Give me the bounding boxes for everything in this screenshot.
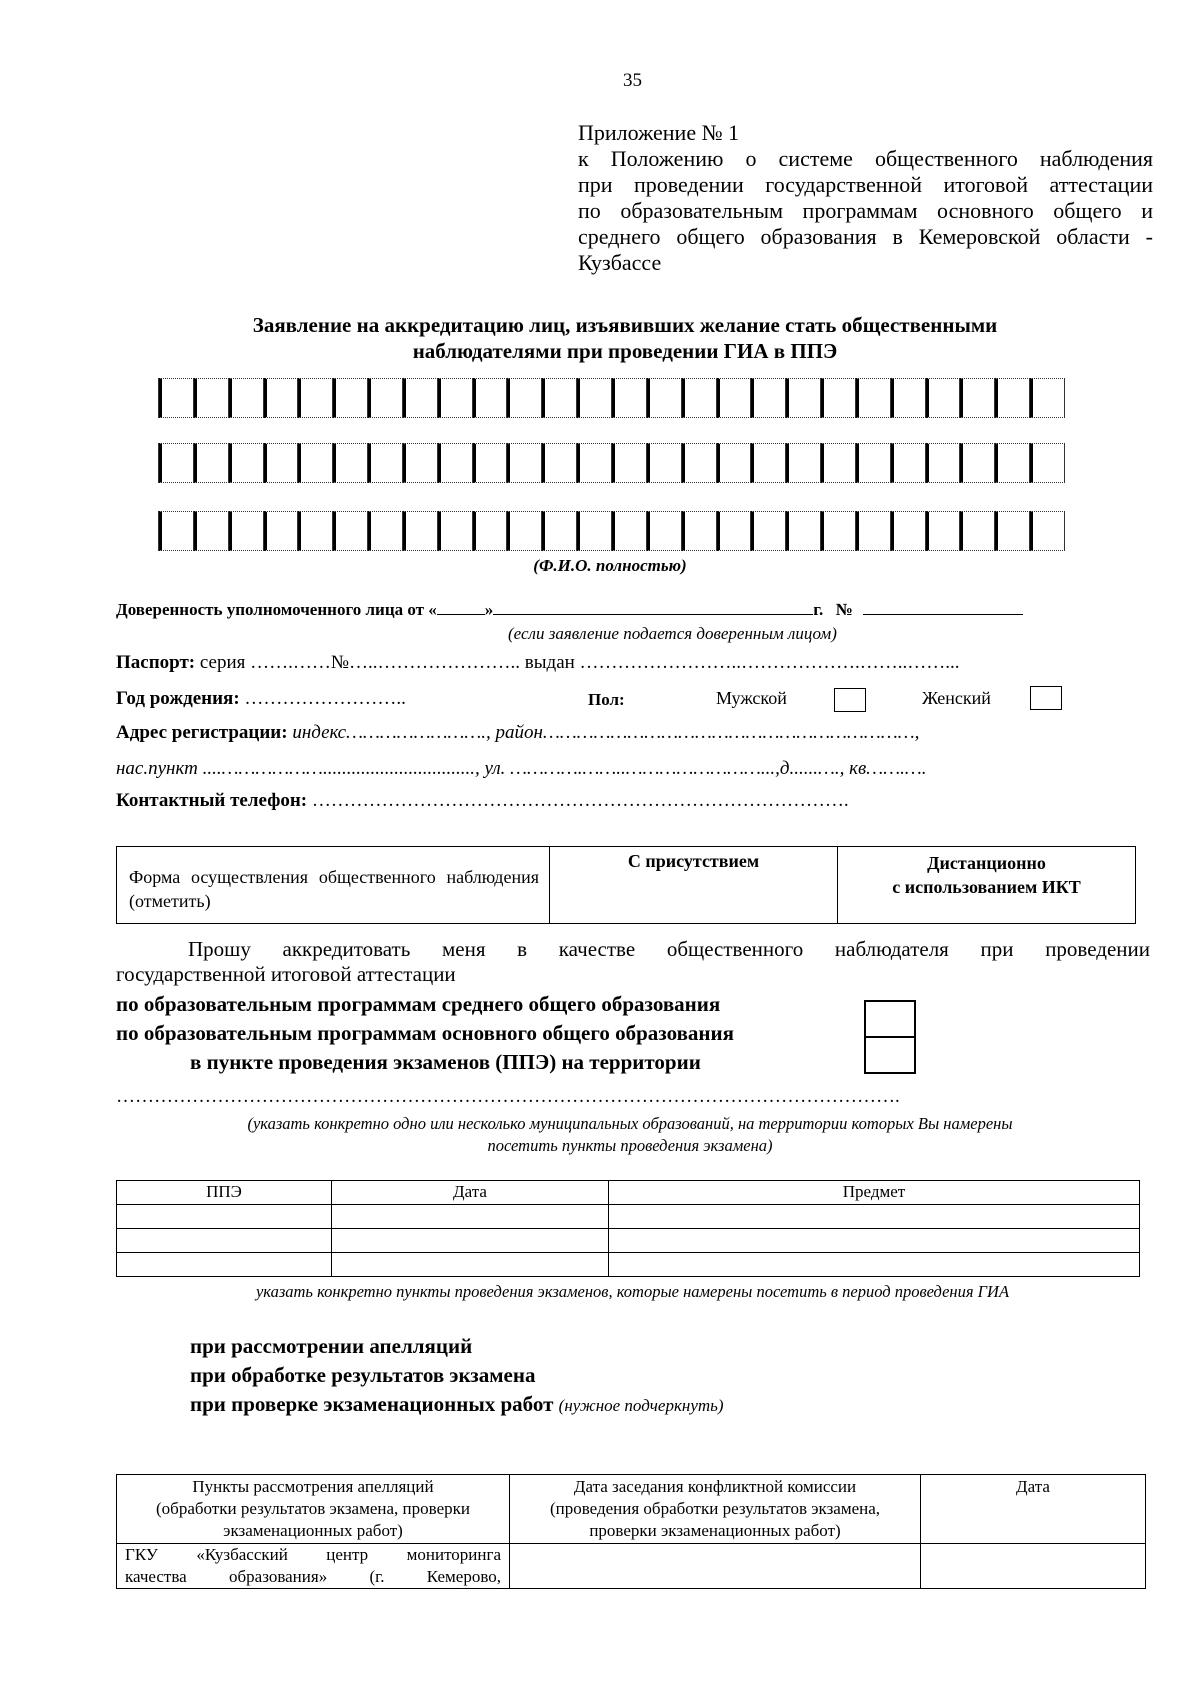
letter-cell[interactable] bbox=[717, 443, 752, 483]
annex-line: по образовательным программам основного общего и bbox=[578, 198, 1153, 223]
proxy-month-field[interactable] bbox=[493, 598, 813, 615]
proxy-number-field[interactable] bbox=[863, 598, 1023, 615]
letter-cell[interactable] bbox=[577, 378, 612, 418]
letter-cell[interactable] bbox=[473, 443, 508, 483]
request-line-2: государственной итоговой аттестации bbox=[116, 962, 456, 986]
date-cell[interactable] bbox=[332, 1253, 609, 1277]
letter-cell[interactable] bbox=[960, 443, 995, 483]
letter-cell[interactable] bbox=[960, 378, 995, 418]
letter-cell[interactable] bbox=[717, 511, 752, 551]
letter-cell[interactable] bbox=[751, 443, 786, 483]
form-option-presence-label: С присутствием bbox=[627, 851, 760, 871]
appeal-date-cell[interactable] bbox=[921, 1544, 1146, 1589]
appeal-date-session-cell[interactable] bbox=[510, 1544, 921, 1589]
letter-cell[interactable] bbox=[159, 511, 194, 551]
letter-cell[interactable] bbox=[995, 443, 1030, 483]
phone-field[interactable]: …………………………………………………………………………. bbox=[311, 790, 849, 811]
form-table-label: Форма осуществления общественного наблюдения (отметить) bbox=[117, 847, 550, 924]
letter-cell[interactable] bbox=[542, 378, 577, 418]
option-ppe: в пункте проведения экзаменов (ППЭ) на территории bbox=[190, 1050, 701, 1074]
appeal-point-line: ГКУ «Кузбасский центр мониторинга bbox=[125, 1545, 501, 1564]
header-line: (обработки результатов экзамена, проверки bbox=[156, 1499, 470, 1518]
letter-cell[interactable] bbox=[647, 511, 682, 551]
letter-cell[interactable] bbox=[682, 443, 717, 483]
female-checkbox[interactable] bbox=[1030, 686, 1062, 710]
address-line-2[interactable]: нас.пункт ....………………................................, ул. ………….……..……………………...,д......…., кв…….…. bbox=[116, 758, 927, 779]
annex-line: Кузбассе bbox=[578, 250, 662, 275]
letter-cell[interactable] bbox=[995, 378, 1030, 418]
letter-cell[interactable] bbox=[786, 443, 821, 483]
letter-cell[interactable] bbox=[1030, 443, 1065, 483]
letter-cell[interactable] bbox=[786, 511, 821, 551]
letter-cell[interactable] bbox=[264, 378, 299, 418]
passport-series-field[interactable]: …….…… bbox=[250, 652, 331, 673]
birth-line bbox=[116, 688, 406, 710]
date-header: Дата bbox=[332, 1181, 609, 1205]
letter-cell[interactable] bbox=[438, 511, 473, 551]
letter-cell[interactable] bbox=[194, 511, 229, 551]
appeal-header-date: Дата bbox=[921, 1475, 1146, 1544]
proxy-caption: (если заявление подается доверенным лицом) bbox=[508, 624, 837, 643]
title-line: наблюдателями при проведении ГИА в ППЭ bbox=[412, 339, 838, 363]
address-line bbox=[116, 722, 919, 744]
letter-cell[interactable] bbox=[507, 378, 542, 418]
letter-cell[interactable] bbox=[856, 443, 891, 483]
subject-header: Предмет bbox=[609, 1181, 1140, 1205]
letter-cell[interactable] bbox=[577, 511, 612, 551]
ppe-cell[interactable] bbox=[117, 1253, 332, 1277]
annex-line: Приложение № 1 bbox=[578, 120, 740, 145]
letter-cell[interactable] bbox=[473, 378, 508, 418]
form-option-presence[interactable] bbox=[550, 847, 838, 924]
sex-label: Пол: bbox=[588, 690, 625, 709]
letter-cell[interactable] bbox=[264, 511, 299, 551]
appeal-table bbox=[116, 1474, 1146, 1589]
table-row bbox=[117, 1205, 1140, 1229]
form-option-remote[interactable] bbox=[838, 847, 1136, 924]
header-line: (проведения обработки результатов экзамена, bbox=[549, 1499, 881, 1518]
option-checking-label[interactable]: при проверке экзаменационных работ bbox=[190, 1392, 554, 1416]
male-label: Мужской bbox=[716, 688, 787, 708]
female-label: Женский bbox=[922, 688, 991, 708]
letter-cell[interactable] bbox=[542, 443, 577, 483]
letter-cell[interactable] bbox=[194, 443, 229, 483]
appeal-header-points bbox=[117, 1475, 510, 1544]
letter-cell[interactable] bbox=[926, 378, 961, 418]
title-line: Заявление на аккредитацию лиц, изъявивших желание стать общественными bbox=[252, 313, 998, 337]
letter-cell[interactable] bbox=[438, 443, 473, 483]
birth-field[interactable]: …………………….. bbox=[244, 688, 406, 709]
letter-cell[interactable] bbox=[786, 378, 821, 418]
letter-cell[interactable] bbox=[403, 511, 438, 551]
fio-grid-row-2[interactable] bbox=[158, 443, 1065, 483]
passport-label: Паспорт: bbox=[116, 652, 196, 673]
passport-series: серия bbox=[199, 652, 246, 673]
letter-cell[interactable] bbox=[438, 378, 473, 418]
passport-number-field[interactable]: №…..………………….. выдан ……………………..……………….……..……... bbox=[330, 652, 960, 673]
letter-cell[interactable] bbox=[298, 511, 333, 551]
option-checking bbox=[190, 1392, 724, 1417]
letter-cell[interactable] bbox=[612, 443, 647, 483]
form-option-remote-label: Дистанционно bbox=[927, 853, 1046, 873]
page-number: 35 bbox=[623, 70, 642, 91]
annex-header bbox=[578, 120, 1153, 276]
letter-cell[interactable] bbox=[333, 511, 368, 551]
letter-cell[interactable] bbox=[159, 378, 194, 418]
option-secondary-checkbox[interactable] bbox=[864, 1000, 916, 1038]
proxy-year-label: г. bbox=[813, 600, 824, 619]
letter-cell[interactable] bbox=[891, 511, 926, 551]
letter-cell[interactable] bbox=[751, 511, 786, 551]
letter-cell[interactable] bbox=[507, 511, 542, 551]
option-note: (нужное подчеркнуть) bbox=[558, 1396, 724, 1415]
annex-line: при проведении государственной итоговой аттестации bbox=[578, 172, 1153, 197]
annex-line: к Положению о системе общественного наблюдения bbox=[578, 146, 1153, 171]
letter-cell[interactable] bbox=[717, 378, 752, 418]
letter-cell[interactable] bbox=[298, 378, 333, 418]
option-secondary: по образовательным программам среднего общего образования bbox=[116, 992, 721, 1016]
letter-cell[interactable] bbox=[1030, 378, 1065, 418]
letter-cell[interactable] bbox=[612, 378, 647, 418]
letter-cell[interactable] bbox=[647, 378, 682, 418]
letter-cell[interactable] bbox=[298, 443, 333, 483]
letter-cell[interactable] bbox=[577, 443, 612, 483]
letter-cell[interactable] bbox=[542, 511, 577, 551]
letter-cell[interactable] bbox=[751, 378, 786, 418]
letter-cell[interactable] bbox=[995, 511, 1030, 551]
letter-cell[interactable] bbox=[821, 443, 856, 483]
subject-cell[interactable] bbox=[609, 1253, 1140, 1277]
proxy-quote: » bbox=[484, 600, 494, 619]
letter-cell[interactable] bbox=[333, 378, 368, 418]
letter-cell[interactable] bbox=[926, 443, 961, 483]
letter-cell[interactable] bbox=[647, 443, 682, 483]
ppe-header: ППЭ bbox=[117, 1181, 332, 1205]
letter-cell[interactable] bbox=[856, 511, 891, 551]
header-line: проверки экзаменационных работ) bbox=[589, 1521, 841, 1540]
letter-cell[interactable] bbox=[891, 378, 926, 418]
header-line: Дата заседания конфликтной комиссии bbox=[573, 1477, 857, 1496]
letter-cell[interactable] bbox=[682, 378, 717, 418]
letter-cell[interactable] bbox=[368, 511, 403, 551]
territory-caption-2: посетить пункты проведения экзамена) bbox=[487, 1136, 773, 1155]
header-line: Пункты рассмотрения апелляций bbox=[192, 1477, 434, 1496]
proxy-label: Доверенность уполномоченного лица от « bbox=[116, 600, 437, 619]
letter-cell[interactable] bbox=[682, 511, 717, 551]
letter-cell[interactable] bbox=[229, 378, 264, 418]
letter-cell[interactable] bbox=[856, 378, 891, 418]
request-line-1: Прошу аккредитовать меня в качестве общественного наблюдателя при проведении bbox=[188, 937, 1150, 961]
letter-cell[interactable] bbox=[821, 378, 856, 418]
table-row bbox=[117, 1229, 1140, 1253]
fio-caption: (Ф.И.О. полностью) bbox=[533, 556, 687, 575]
ppe-table-caption: указать конкретно пункты проведения экзаменов, которые намерены посетить в период проведения ГИА bbox=[255, 1282, 1010, 1301]
letter-cell[interactable] bbox=[368, 443, 403, 483]
ppe-table bbox=[116, 1180, 1140, 1277]
option-processing[interactable]: при обработке результатов экзамена bbox=[190, 1363, 536, 1387]
letter-cell[interactable] bbox=[507, 443, 542, 483]
ppe-cell[interactable] bbox=[117, 1229, 332, 1253]
letter-cell[interactable] bbox=[821, 511, 856, 551]
ppe-cell[interactable] bbox=[117, 1205, 332, 1229]
territory-caption-1: (указать конкретно одно или несколько муниципальных образований, на территории которых Вы намерены bbox=[247, 1114, 1013, 1133]
letter-cell[interactable] bbox=[403, 378, 438, 418]
territory-field[interactable]: ……………………………………………………………………………………………………………. bbox=[116, 1086, 900, 1107]
option-basic-checkbox[interactable] bbox=[864, 1036, 916, 1074]
letter-cell[interactable] bbox=[473, 511, 508, 551]
letter-cell[interactable] bbox=[368, 378, 403, 418]
address-field[interactable]: индекс……………………., район…………………………………………………………, bbox=[292, 722, 920, 743]
date-cell[interactable] bbox=[332, 1205, 609, 1229]
fio-grid-row-1[interactable] bbox=[158, 378, 1065, 418]
form-option-remote-label: с использованием ИКТ bbox=[892, 877, 1081, 897]
letter-cell[interactable] bbox=[403, 443, 438, 483]
table-row bbox=[117, 1544, 1146, 1589]
header-line: экзаменационных работ) bbox=[223, 1521, 403, 1540]
subject-cell[interactable] bbox=[609, 1229, 1140, 1253]
letter-cell[interactable] bbox=[264, 443, 299, 483]
phone-label: Контактный телефон: bbox=[116, 790, 308, 811]
letter-cell[interactable] bbox=[612, 511, 647, 551]
table-row bbox=[117, 1253, 1140, 1277]
letter-cell[interactable] bbox=[229, 511, 264, 551]
appeal-header-date-session bbox=[510, 1475, 921, 1544]
letter-cell[interactable] bbox=[926, 511, 961, 551]
annex-line: среднего общего образования в Кемеровской области - bbox=[578, 224, 1153, 249]
subject-cell[interactable] bbox=[609, 1205, 1140, 1229]
date-cell[interactable] bbox=[332, 1229, 609, 1253]
phone-line bbox=[116, 790, 849, 812]
letter-cell[interactable] bbox=[229, 443, 264, 483]
page-title bbox=[130, 312, 1120, 364]
proxy-line bbox=[116, 598, 1023, 620]
male-checkbox[interactable] bbox=[834, 688, 866, 712]
birth-label: Год рождения: bbox=[116, 688, 240, 709]
letter-cell[interactable] bbox=[1030, 511, 1065, 551]
option-basic: по образовательным программам основного общего образования bbox=[116, 1021, 734, 1045]
fio-grid-row-3[interactable] bbox=[158, 511, 1065, 551]
form-table bbox=[116, 846, 1136, 924]
address-label: Адрес регистрации: bbox=[116, 722, 288, 743]
letter-cell[interactable] bbox=[960, 511, 995, 551]
appeal-point-cell bbox=[117, 1544, 510, 1589]
passport-line bbox=[116, 652, 960, 674]
proxy-number-label: № bbox=[835, 600, 853, 619]
appeal-point-line: качества образования» (г. Кемерово, bbox=[125, 1567, 501, 1586]
letter-cell[interactable] bbox=[194, 378, 229, 418]
letter-cell[interactable] bbox=[159, 443, 194, 483]
letter-cell[interactable] bbox=[333, 443, 368, 483]
letter-cell[interactable] bbox=[891, 443, 926, 483]
option-appeals[interactable]: при рассмотрении апелляций bbox=[190, 1334, 473, 1358]
proxy-day-field[interactable] bbox=[437, 598, 485, 615]
